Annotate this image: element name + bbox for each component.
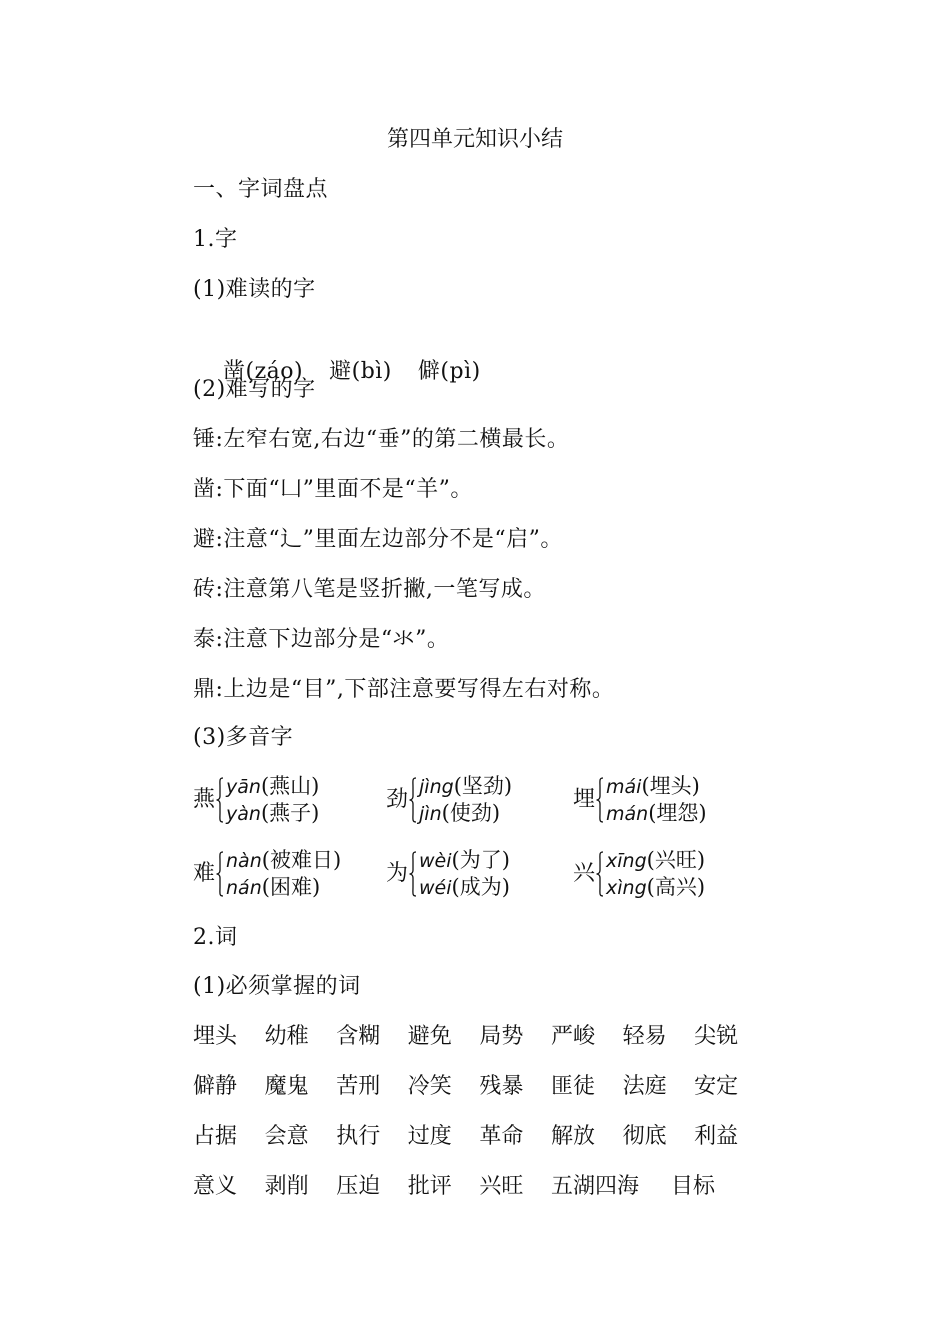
polyphone-group [386, 772, 512, 828]
hard-write-item: 砖:注意第八笔是竖折撇,一笔写成。 [193, 577, 546, 602]
word-item: 轻易 [622, 1024, 667, 1049]
hard-write-item: 避:注意“辶”里面左边部分不是“启”。 [193, 527, 563, 552]
brace-icon [216, 851, 224, 897]
polyphone-group [573, 772, 707, 828]
example-word: (被难日) [261, 848, 342, 872]
polyphone-group [386, 846, 510, 902]
hard-read-item: 避(bì) [329, 359, 392, 384]
pinyin: mán [606, 803, 649, 825]
word-row [193, 1171, 743, 1203]
word-item: 冷笑 [407, 1074, 452, 1099]
pinyin: jìng [419, 776, 454, 798]
polyphone-char: 劲 [386, 787, 409, 812]
polyphone-reading [419, 773, 512, 800]
hard-write-heading: (2)难写的字 [193, 377, 316, 402]
word-item: 革命 [479, 1124, 524, 1149]
word-row [193, 1021, 766, 1053]
polyphone-reading [606, 773, 707, 800]
pinyin: nàn [226, 850, 262, 872]
word-item: 会意 [264, 1124, 309, 1149]
must-words-heading: (1)必须掌握的词 [193, 974, 361, 999]
polyphone-reading [226, 800, 319, 827]
polyphone-char: 埋 [573, 787, 596, 812]
word-item: 兴旺 [479, 1174, 524, 1199]
hard-write-item: 鼎:上边是“目”,下部注意要写得左右对称。 [193, 677, 615, 702]
polyphone-reading [606, 874, 705, 901]
polyphone-char: 燕 [193, 787, 216, 812]
word-item: 苦刑 [336, 1074, 381, 1099]
example-word: (为了) [451, 848, 510, 872]
hard-write-item: 锤:左窄右宽,右边“垂”的第二横最长。 [193, 427, 570, 452]
polyphone-char: 难 [193, 861, 216, 886]
word-item: 过度 [407, 1124, 452, 1149]
example-word: (成为) [451, 875, 510, 899]
word-item: 魔鬼 [264, 1074, 309, 1099]
example-word: (埋头) [641, 774, 700, 798]
polyphone-reading [606, 847, 705, 874]
polyphone-reading [226, 874, 341, 901]
subsection-chars: 1.字 [193, 227, 238, 252]
word-item: 压迫 [336, 1174, 381, 1199]
brace-icon [216, 777, 224, 823]
brace-icon [409, 777, 417, 823]
word-item: 残暴 [479, 1074, 524, 1099]
polyphone-heading: (3)多音字 [193, 725, 294, 750]
pinyin: yān [226, 776, 261, 798]
polyphone-group [193, 772, 319, 828]
hard-write-item: 泰:注意下边部分是“氺”。 [193, 627, 450, 652]
polyphone-reading [419, 847, 510, 874]
polyphone-char: 为 [386, 861, 409, 886]
polyphone-reading [419, 800, 512, 827]
word-item: 剥削 [264, 1174, 309, 1199]
example-word: (埋怨) [648, 801, 707, 825]
polyphone-reading [606, 800, 707, 827]
word-item: 含糊 [336, 1024, 381, 1049]
hard-read-item: 僻(pì) [417, 359, 481, 384]
pinyin: nán [226, 877, 262, 899]
polyphone-reading [226, 847, 341, 874]
word-item: 尖锐 [694, 1024, 739, 1049]
pinyin: yàn [226, 803, 261, 825]
word-item: 解放 [550, 1124, 595, 1149]
hard-read-item: 凿(záo) [222, 359, 304, 384]
word-item: 埋头 [193, 1024, 238, 1049]
pinyin: wéi [419, 877, 452, 899]
word-item: 严峻 [550, 1024, 595, 1049]
pinyin: jìn [419, 803, 442, 825]
pinyin: xìng [606, 877, 647, 899]
polyphone-char: 兴 [573, 861, 596, 886]
word-item: 局势 [479, 1024, 524, 1049]
word-item: 法庭 [622, 1074, 667, 1099]
hard-read-heading: (1)难读的字 [193, 277, 316, 302]
polyphone-reading [419, 874, 510, 901]
word-item: 五湖四海 [550, 1174, 639, 1199]
word-item: 目标 [670, 1174, 715, 1199]
word-item: 僻静 [193, 1074, 238, 1099]
brace-icon [596, 777, 604, 823]
subsection-words: 2.词 [193, 925, 238, 950]
pinyin: xīng [606, 850, 647, 872]
word-item: 占据 [193, 1124, 238, 1149]
word-item: 批评 [407, 1174, 452, 1199]
example-word: (燕山) [260, 774, 320, 798]
word-item: 彻底 [622, 1124, 667, 1149]
word-item: 匪徒 [550, 1074, 595, 1099]
example-word: (使劲) [441, 801, 501, 825]
pinyin: mái [606, 776, 642, 798]
word-item: 安定 [694, 1074, 739, 1099]
example-word: (兴旺) [646, 848, 706, 872]
hard-write-item: 凿:下面“凵”里面不是“羊”。 [193, 477, 473, 502]
example-word: (坚劲) [453, 774, 513, 798]
word-row [193, 1071, 766, 1103]
word-item: 利益 [694, 1124, 739, 1149]
pinyin: wèi [419, 850, 452, 872]
word-item: 意义 [193, 1174, 238, 1199]
example-word: (燕子) [260, 801, 320, 825]
example-word: (困难) [261, 875, 321, 899]
word-row [193, 1121, 766, 1153]
brace-icon [596, 851, 604, 897]
brace-icon [409, 851, 417, 897]
polyphone-reading [226, 773, 319, 800]
word-item: 执行 [336, 1124, 381, 1149]
polyphone-group [573, 846, 705, 902]
word-item: 避免 [407, 1024, 452, 1049]
section-heading: 一、字词盘点 [193, 177, 329, 202]
polyphone-group [193, 846, 341, 902]
word-item: 幼稚 [264, 1024, 309, 1049]
example-word: (高兴) [646, 875, 706, 899]
page-title: 第四单元知识小结 [386, 127, 563, 152]
